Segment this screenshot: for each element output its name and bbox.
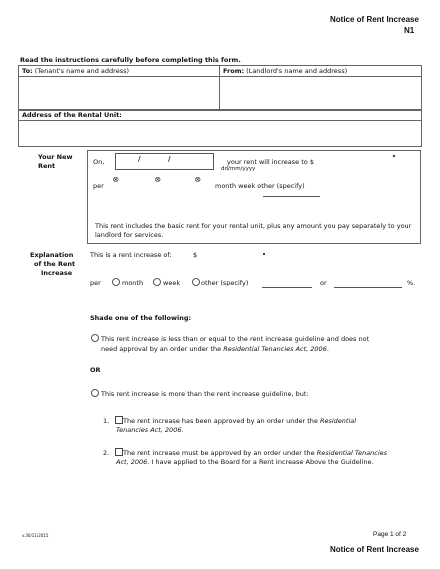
increase-currency: $ [193,251,198,259]
explanation-per-label: per [90,279,101,287]
explanation-label-1: Explanation [30,251,74,259]
percent-increase-field[interactable] [334,287,402,288]
tenant-name-address-field[interactable] [20,78,218,108]
or-separator: OR [90,366,101,374]
item-2-checkbox[interactable] [115,448,123,456]
item-2-line-2: Act, 2006. I have applied to the Board for a Rent Increase Above the Guideline. [116,458,374,466]
item-2-line-1: The rent increase must be approved by an order under the Residential Tenancies [123,449,388,457]
or-label: or [320,279,327,287]
shade-heading: Shade one of the following: [90,314,192,322]
new-rent-section-label-2: Rent [38,162,56,170]
other-choice-icon[interactable]: ⭙ [195,176,201,184]
to-label: To: (Tenant's name and address) [22,67,129,75]
per-other-radio[interactable] [192,278,200,286]
on-label: On, [93,158,105,166]
to-from-divider [219,65,220,110]
form-title: Notice of Rent Increase [330,15,419,24]
item-1-checkbox[interactable] [115,416,123,424]
per-other-specify-field[interactable] [262,287,312,288]
option-a-line-1: This rent increase is less than or equal to the rent increase guideline and does not [101,335,370,343]
option-a-radio[interactable] [91,334,99,342]
explanation-label-2: of the Rent [34,260,76,268]
decorative-dot-2 [263,253,265,255]
per-week-radio[interactable] [153,278,161,286]
rental-unit-header-line [19,120,421,121]
date-separator-2: / [168,155,171,163]
form-code: N1 [404,26,415,35]
instructions-text: Read the instructions carefully before completing this form. [20,56,241,64]
per-week-label: week [163,279,181,287]
new-rent-amount-field[interactable] [330,155,410,167]
rental-unit-label: Address of the Rental Unit: [22,111,122,119]
version-stamp: v.30/11/2015 [22,533,49,538]
per-month-label: month [122,279,144,287]
new-rent-section-label: Your New [38,153,73,161]
explanation-label-3: Increase [41,269,73,277]
item-1-number: 1. [103,417,110,425]
per-other-label: other (specify) [201,279,249,287]
per-month-radio[interactable] [112,278,120,286]
from-label: From: (Landlord's name and address) [223,67,348,75]
to-from-header-line [19,76,421,77]
period-options-text: month week other (specify) [215,182,305,190]
increase-amount-field[interactable] [200,249,255,259]
week-choice-icon[interactable]: ⭙ [155,176,161,184]
rental-unit-address-field[interactable] [20,122,418,144]
option-b-text: This rent increase is more than the rent increase guideline, but: [101,390,309,398]
option-a-line-2: need approval by an order under the Residential Tenancies Act, 2006. [101,345,329,353]
date-format-hint: dd/mm/yyyy [221,166,256,172]
item-2-number: 2. [103,449,110,457]
item-1-line-2: Tenancies Act, 2006. [116,426,184,434]
footer-title: Notice of Rent Increase [330,545,419,554]
item-1-line-1: The rent increase has been approved by an order under the Residential [123,417,357,425]
percent-sign: %. [407,279,416,287]
rent-includes-note: This rent includes the basic rent for your rental unit, plus any amount you pay separately to your landlord for services. [95,222,412,239]
option-b-radio[interactable] [91,389,99,397]
per-label: per [93,182,104,190]
landlord-name-address-field[interactable] [221,78,419,108]
will-increase-text: your rent will increase to $ [227,158,314,166]
effective-date-field[interactable] [115,153,214,170]
increase-of-text: This is a rent increase of: [90,251,172,259]
date-separator-1: / [138,155,141,163]
month-choice-icon[interactable]: ⭙ [113,176,119,184]
other-period-specify-field[interactable] [263,196,320,197]
page-number: Page 1 of 2 [373,531,407,538]
